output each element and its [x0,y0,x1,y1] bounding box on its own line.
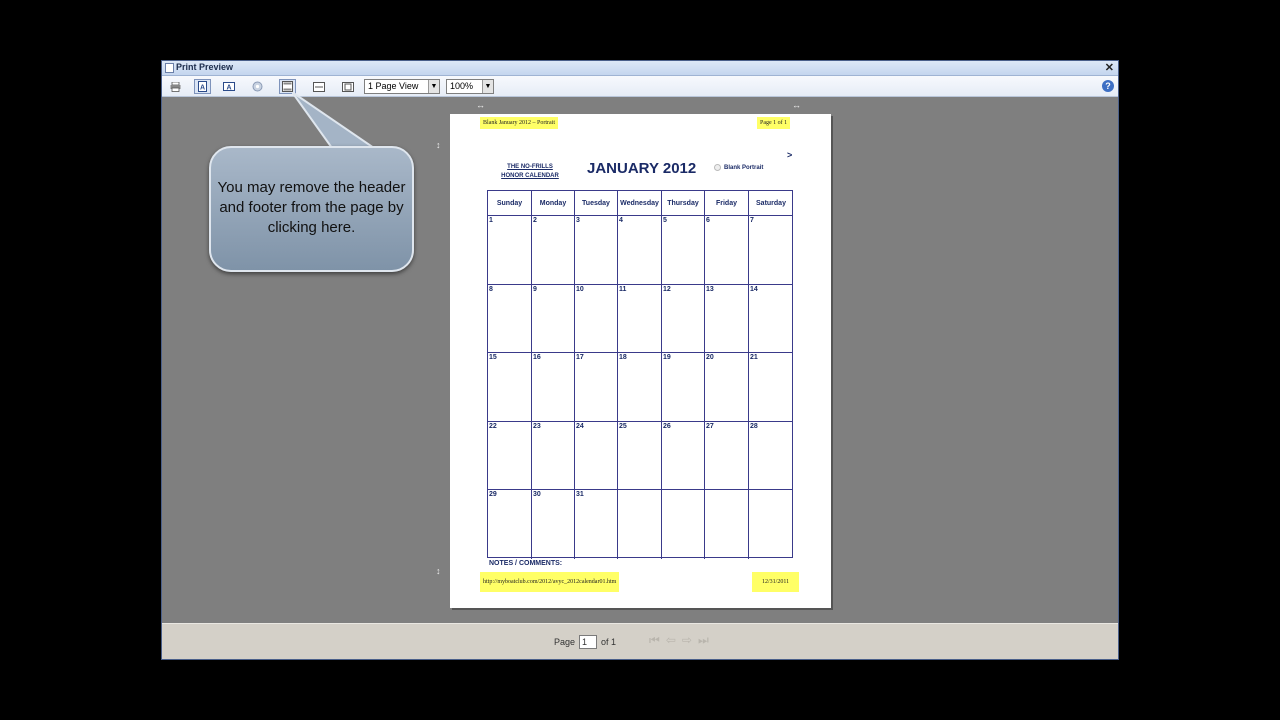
calendar-day-cell: 31 [575,490,618,559]
window-title: Print Preview [176,62,234,72]
day-of-week-header: Monday [532,191,575,216]
calendar-day-cell: 19 [662,353,705,422]
calendar-day-cell: 4 [618,216,662,285]
calendar-day-cell: 16 [532,353,575,422]
calendar-day-cell: 21 [749,353,793,422]
calendar-day-cell: 22 [488,422,532,491]
calendar-day-cell: 26 [662,422,705,491]
calendar-day-cell: 15 [488,353,532,422]
calendar-day-cell: 2 [532,216,575,285]
calendar-subtitle [498,163,562,181]
zoom-value: 100% [450,81,474,91]
footer-right-text: 12/31/2011 [752,572,799,592]
day-of-week-header: Wednesday [618,191,662,216]
calendar-day-cell: 6 [705,216,749,285]
day-of-week-header: Thursday [662,191,705,216]
margin-handle-icon[interactable]: ↕ [436,566,441,576]
subtitle-line-1: THE NO-FRILLS [507,164,553,170]
calendar-day-cell: 24 [575,422,618,491]
calendar-grid [487,190,793,558]
header-right-text: Page 1 of 1 [757,117,790,129]
chevron-down-icon: ▼ [482,80,493,93]
day-of-week-header: Sunday [488,191,532,216]
zoom-select[interactable] [446,79,494,94]
callout-pointer [292,92,412,152]
svg-text:A: A [200,84,206,92]
calendar-day-cell: 25 [618,422,662,491]
print-icon[interactable] [167,79,184,94]
callout-bubble [209,146,414,272]
calendar-day-cell [705,490,749,559]
calendar-day-cell: 28 [749,422,793,491]
calendar-day-cell: 29 [488,490,532,559]
calendar-day-cell: 10 [575,285,618,354]
calendar-day-cell: 23 [532,422,575,491]
chevron-down-icon: ▼ [428,80,439,93]
previous-page-icon[interactable]: ⇦ [665,633,676,647]
portrait-icon[interactable] [194,79,211,94]
calendar-day-cell: 3 [575,216,618,285]
page-number-input[interactable]: 1 [579,635,597,649]
svg-text:A: A [226,84,232,91]
next-month-link[interactable]: > [787,150,793,160]
margin-handle-icon[interactable]: ↕ [436,140,441,150]
month-title: JANUARY 2012 [587,160,697,177]
day-of-week-header: Tuesday [575,191,618,216]
day-of-week-header: Friday [705,191,749,216]
calendar-day-cell: 7 [749,216,793,285]
footer-left-text: http://myboatclub.com/2012/avyc_2012calendar01.htm [480,572,619,592]
document-icon [165,63,174,73]
calendar-day-cell [749,490,793,559]
page-setup-icon[interactable] [249,79,266,94]
notes-label: NOTES / COMMENTS: [489,560,563,567]
calendar-day-cell: 1 [488,216,532,285]
calendar-day-cell [618,490,662,559]
calendar-day-cell: 30 [532,490,575,559]
title-bar [162,61,1118,76]
status-bar [162,623,1118,659]
calendar-day-cell: 9 [532,285,575,354]
subtitle-line-2: HONOR CALENDAR [501,173,559,179]
calendar-day-cell: 8 [488,285,532,354]
callout-text: You may remove the header and footer from the page by clicking here. [217,179,406,236]
calendar-day-cell: 20 [705,353,749,422]
last-page-icon[interactable]: ⏭ [697,633,709,647]
close-icon[interactable]: ✕ [1104,62,1114,74]
header-left-text: Blank January 2012 – Portrait [480,117,558,129]
calendar-day-cell: 11 [618,285,662,354]
page-nav-buttons [649,633,709,648]
calendar-day-cell: 13 [705,285,749,354]
calendar-day-cell: 5 [662,216,705,285]
page-view-value: 1 Page View [368,81,419,91]
radio-label: Blank Portrait [724,165,764,171]
page-label: Page [554,637,576,647]
calendar-day-cell [662,490,705,559]
calendar-day-cell: 18 [618,353,662,422]
first-page-icon[interactable]: ⏮ [649,633,660,647]
page-count-label: of 1 [601,637,617,647]
calendar-day-cell: 14 [749,285,793,354]
help-icon[interactable]: ? [1102,80,1114,92]
calendar-day-cell: 27 [705,422,749,491]
radio-button[interactable] [714,164,721,171]
landscape-icon[interactable] [220,79,237,94]
calendar-day-cell: 12 [662,285,705,354]
calendar-day-cell: 17 [575,353,618,422]
day-of-week-header: Saturday [749,191,793,216]
next-page-icon[interactable]: ⇨ [681,633,692,647]
page-navigator [554,635,616,649]
margin-handle-icon[interactable]: ↔ [792,100,801,110]
margin-handle-icon[interactable]: ↔ [476,100,485,110]
